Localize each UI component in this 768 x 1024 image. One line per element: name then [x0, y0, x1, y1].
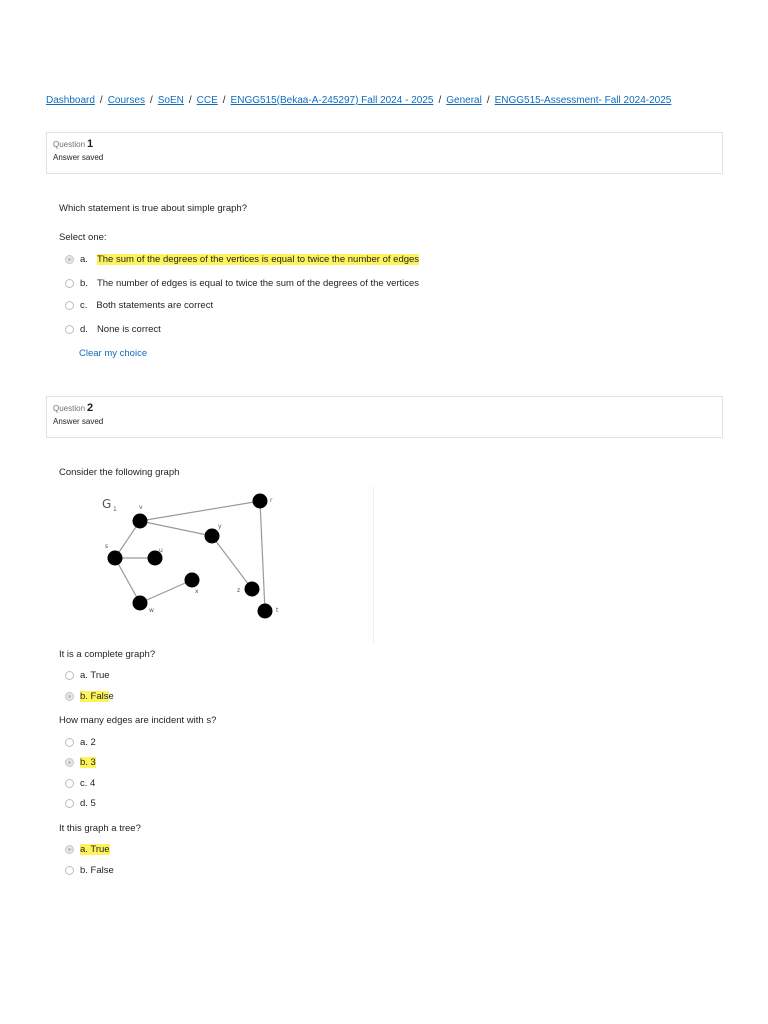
select-one-label: Select one: [59, 232, 107, 243]
subquestion-1-prompt: It is a complete graph? [59, 649, 156, 660]
option-text: The number of edges is equal to twice the sum of the degrees of the vertices [96, 277, 420, 289]
sub2-option-a[interactable] [65, 735, 96, 749]
graph-label-z: z [237, 587, 241, 594]
option-letter: d. [80, 323, 88, 335]
graph-label-s: s [105, 543, 109, 550]
option-text: None is correct [96, 323, 161, 335]
question-number: Question 2 [53, 402, 94, 414]
breadcrumb-course[interactable]: ENGG515(Bekaa-A-245297) Fall 2024 - 2025 [230, 95, 434, 106]
graph-vertex-x [185, 573, 200, 588]
graph-vertex-t [258, 604, 273, 619]
graph-vertex-w [133, 596, 148, 611]
option-text: c. 4 [80, 777, 96, 789]
graph-label-r: r [270, 497, 273, 504]
option-text: a. 2 [80, 736, 96, 748]
breadcrumb-separator: / [99, 95, 103, 106]
sub2-option-b[interactable] [65, 755, 96, 769]
question-2-intro: Consider the following graph [59, 467, 180, 478]
q1-option-c[interactable] [65, 298, 213, 312]
graph-label-v: v [139, 504, 143, 511]
graph-svg [92, 486, 374, 643]
option-text: d. 5 [80, 797, 96, 809]
radio-checked[interactable] [65, 255, 74, 264]
sub1-option-a[interactable] [65, 668, 110, 682]
radio-unchecked[interactable] [65, 279, 74, 288]
sub2-option-d[interactable] [65, 796, 96, 810]
breadcrumb-separator: / [486, 95, 490, 106]
question-state: Answer saved [53, 417, 104, 426]
question-number: Question 1 [53, 138, 94, 150]
option-text-highlight: b. Fals [80, 690, 109, 702]
breadcrumb-separator: / [149, 95, 153, 106]
subquestion-2-prompt: How many edges are incident with s? [59, 715, 217, 726]
breadcrumb-cce[interactable]: CCE [196, 95, 218, 106]
breadcrumb-courses[interactable]: Courses [107, 95, 145, 106]
graph-title: G [102, 497, 112, 511]
radio-checked[interactable] [65, 845, 74, 854]
subquestion-3-prompt: It this graph a tree? [59, 823, 141, 834]
q1-option-a[interactable] [65, 252, 419, 266]
graph-label-x: x [195, 588, 199, 595]
graph-edge [212, 536, 252, 589]
radio-checked[interactable] [65, 692, 74, 701]
radio-unchecked[interactable] [65, 866, 74, 875]
radio-unchecked[interactable] [65, 301, 74, 310]
option-text: b. 3 [80, 756, 96, 768]
option-text: The sum of the degrees of the vertices is equal to twice the number of edges [96, 253, 420, 265]
radio-unchecked[interactable] [65, 325, 74, 334]
breadcrumb-assessment[interactable]: ENGG515-Assessment- Fall 2024-2025 [494, 95, 672, 106]
graph-vertex-y [205, 529, 220, 544]
graph-label-w: w [149, 607, 154, 614]
radio-unchecked[interactable] [65, 799, 74, 808]
breadcrumb-separator: / [438, 95, 442, 106]
sub1-option-b[interactable] [65, 689, 114, 703]
breadcrumb-separator: / [188, 95, 192, 106]
graph-vertex-s [108, 551, 123, 566]
option-letter: a. [80, 253, 88, 265]
graph-vertex-r [253, 494, 268, 509]
question-1-prompt: Which statement is true about simple graph? [59, 203, 247, 214]
option-letter: c. [80, 299, 88, 311]
graph-edge [260, 501, 265, 611]
sub2-option-c[interactable] [65, 776, 95, 790]
breadcrumb-soen[interactable]: SoEN [157, 95, 184, 106]
sub3-option-a[interactable] [65, 842, 110, 856]
option-text: Both statements are correct [96, 299, 214, 311]
graph-vertex-v [133, 514, 148, 529]
q1-option-d[interactable] [65, 322, 161, 336]
graph-image [92, 486, 374, 643]
option-text: b. False [80, 864, 114, 876]
breadcrumb [46, 95, 671, 106]
sub3-option-b[interactable] [65, 863, 114, 877]
graph-edge [115, 558, 140, 603]
graph-edge [140, 521, 212, 536]
option-letter: b. [80, 277, 88, 289]
breadcrumb-separator: / [222, 95, 226, 106]
graph-label-t: t [276, 607, 279, 614]
q1-option-b[interactable] [65, 276, 419, 290]
graph-vertex-z [245, 582, 260, 597]
radio-checked[interactable] [65, 758, 74, 767]
radio-unchecked[interactable] [65, 779, 74, 788]
radio-unchecked[interactable] [65, 671, 74, 680]
question-2-info [46, 396, 723, 438]
graph-divider [373, 486, 374, 643]
question-state: Answer saved [53, 153, 104, 162]
breadcrumb-general[interactable]: General [446, 95, 482, 106]
option-text: a. True [80, 843, 110, 855]
graph-edge [140, 580, 192, 603]
graph-edge [140, 501, 260, 521]
option-text-rest: e [108, 690, 114, 702]
graph-title-subscript: 1 [113, 506, 117, 513]
question-1-info [46, 132, 723, 174]
graph-label-y: y [218, 523, 222, 530]
option-text: a. True [80, 669, 110, 681]
radio-unchecked[interactable] [65, 738, 74, 747]
graph-label-u: u [159, 547, 163, 554]
breadcrumb-dashboard[interactable]: Dashboard [46, 95, 95, 106]
clear-choice-link[interactable]: Clear my choice [79, 348, 148, 359]
